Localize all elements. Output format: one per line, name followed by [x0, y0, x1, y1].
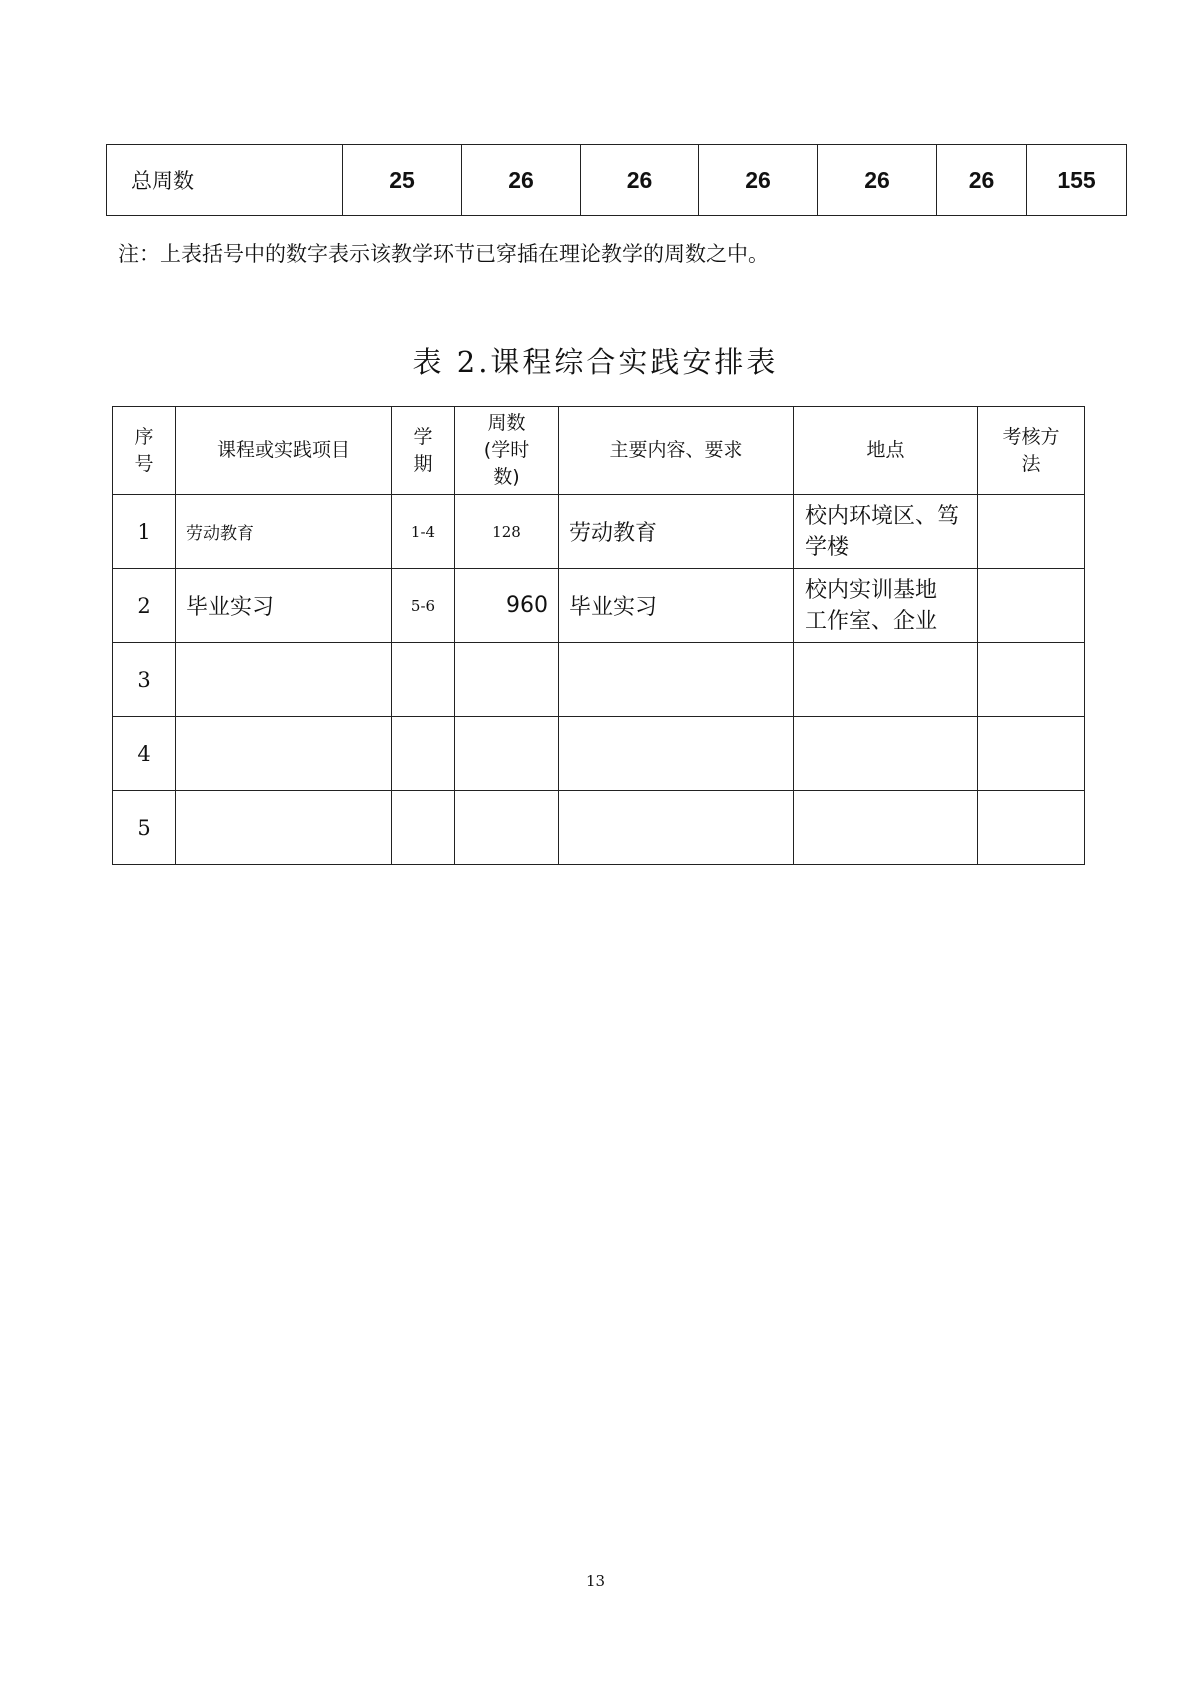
row-content — [559, 643, 794, 717]
totals-value: 26 — [462, 145, 581, 216]
row-index: 2 — [113, 569, 176, 643]
row-hours: 960 — [455, 569, 559, 643]
row-location — [794, 643, 978, 717]
row-location: 校内实训基地 工作室、企业 — [794, 569, 978, 643]
row-location — [794, 791, 978, 865]
totals-value: 25 — [343, 145, 462, 216]
table-note: 注：上表括号中的数字表示该教学环节已穿插在理论教学的周数之中。 — [118, 242, 769, 266]
row-name — [176, 643, 392, 717]
practice-table — [112, 406, 1085, 865]
page-number: 13 — [585, 1572, 606, 1590]
totals-label: 总周数 — [107, 145, 343, 216]
header-location: 地点 — [794, 407, 978, 495]
table-title: 表 2.课程综合实践安排表 — [412, 345, 779, 379]
row-content — [559, 717, 794, 791]
row-location: 校内环境区、笃 学楼 — [794, 495, 978, 569]
totals-value: 26 — [937, 145, 1027, 216]
row-name: 劳动教育 — [176, 495, 392, 569]
row-content: 劳动教育 — [559, 495, 794, 569]
row-name — [176, 717, 392, 791]
table-row — [113, 569, 1085, 643]
totals-table — [106, 144, 1127, 216]
header-name: 课程或实践项目 — [176, 407, 392, 495]
table-header-row — [113, 407, 1085, 495]
row-content: 毕业实习 — [559, 569, 794, 643]
table-row — [113, 791, 1085, 865]
header-term: 学 期 — [392, 407, 455, 495]
row-content — [559, 791, 794, 865]
row-index: 1 — [113, 495, 176, 569]
row-assessment — [978, 717, 1085, 791]
row-name: 毕业实习 — [176, 569, 392, 643]
row-assessment — [978, 643, 1085, 717]
row-index: 4 — [113, 717, 176, 791]
row-term — [392, 643, 455, 717]
row-index: 5 — [113, 791, 176, 865]
row-term: 1-4 — [392, 495, 455, 569]
row-term: 5-6 — [392, 569, 455, 643]
table-row — [113, 495, 1085, 569]
row-hours — [455, 791, 559, 865]
row-term — [392, 791, 455, 865]
totals-sum: 155 — [1027, 145, 1127, 216]
header-index: 序 号 — [113, 407, 176, 495]
table-row — [113, 643, 1085, 717]
row-assessment — [978, 495, 1085, 569]
row-index: 3 — [113, 643, 176, 717]
row-location — [794, 717, 978, 791]
header-assessment: 考核方 法 — [978, 407, 1085, 495]
totals-row — [107, 145, 1127, 216]
row-hours — [455, 643, 559, 717]
totals-value: 26 — [699, 145, 818, 216]
row-assessment — [978, 791, 1085, 865]
row-hours — [455, 717, 559, 791]
row-hours: 128 — [455, 495, 559, 569]
header-hours: 周数 (学时 数) — [455, 407, 559, 495]
row-term — [392, 717, 455, 791]
header-content: 主要内容、要求 — [559, 407, 794, 495]
row-assessment — [978, 569, 1085, 643]
row-name — [176, 791, 392, 865]
totals-value: 26 — [581, 145, 699, 216]
table-row — [113, 717, 1085, 791]
totals-value: 26 — [818, 145, 937, 216]
